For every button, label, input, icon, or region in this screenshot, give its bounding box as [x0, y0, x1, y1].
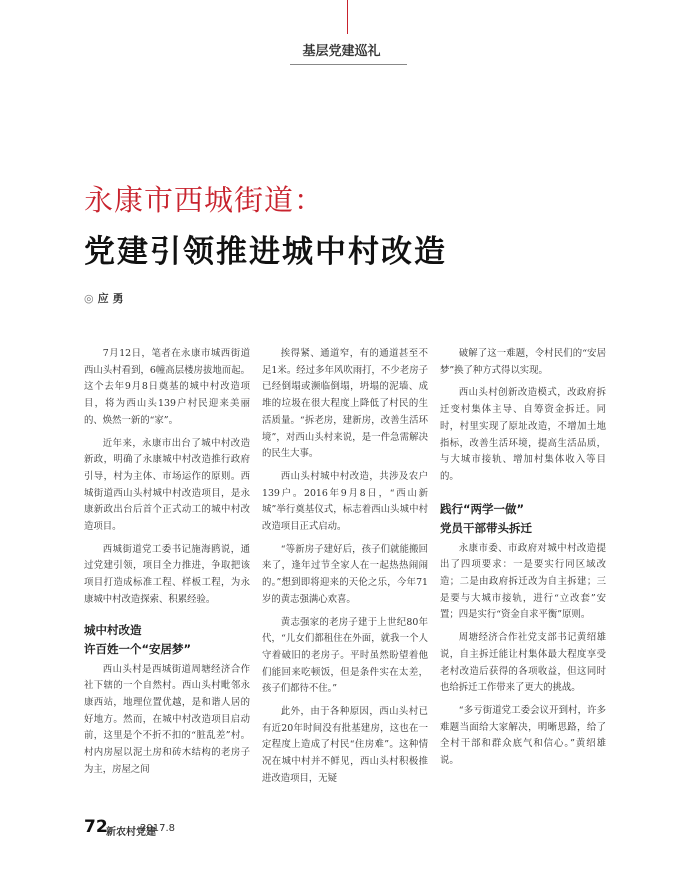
section-subheading: 党员干部带头拆迁 [440, 520, 532, 535]
paragraph: “等新房子建好后，孩子们就能搬回来了，逢年过节全家人在一起热热闹闹的。”想到即将迎来的天伦之乐，今年71岁的黄志强满心欢喜。 [262, 543, 428, 605]
byline-marker-icon: ◎ [84, 292, 94, 305]
magazine-name: 新农村党建 [106, 827, 156, 838]
paragraph: 周塘经济合作社党支部书记黄绍雄说，自主拆迁能让村集体最大程度享受老村改造后获得的各项收益，但这同时也给拆迁工作带来了更大的挑战。 [440, 632, 606, 694]
column-tag: 基层党建巡礼 [302, 44, 381, 59]
paragraph: 西山头村是西城街道周塘经济合作社下辖的一个自然村。西山头村毗邻永康西站，地理位置优越，是和谐人居的好地方。然而，在城中村改造项目启动前，这里是个不折不扣的“脏乱差”村。村内房屋以泥土房和砖木结构的老房子为主，房屋之间 [84, 663, 250, 775]
section-subheading: 许百姓一个“安居梦” [84, 641, 192, 656]
paragraph: 永康市委、市政府对城中村改造提出了四项要求：一是要实行同区域改造；二是由政府拆迁改为自主拆建；三是要与大城市接轨，进行“立改套”安置；四是实行“资金自求平衡”原则。 [440, 542, 606, 621]
article-title-line2: 党建引领推进城中村改造 [84, 234, 447, 270]
paragraph: “多亏街道党工委会议开到村，许多难题当面给大家解决，明晰思路，给了全村干部和群众底气和信心。”黄绍雄说。 [440, 704, 606, 767]
paragraph: 破解了这一难题，令村民们的“安居梦”换了种方式得以实现。 [440, 348, 606, 376]
issue-date: 2017.8 [140, 823, 175, 834]
paragraph: 西城街道党工委书记施海鸥说，通过党建引领，项目全力推进，争取把该项目打造成标准工程、样板工程，为永康城中村改造探索、积累经验。 [84, 543, 250, 605]
paragraph: 西山头村城中村改造，共涉及农户139户。2016年9月8日，“西山新城”举行奠基仪式，标志着西山头城中村改造项目正式启动。 [262, 470, 428, 533]
article-title-line1: 永康市西城街道： [84, 183, 325, 217]
section-heading: 城中村改造 [84, 622, 142, 637]
author-name: 应 勇 [97, 292, 124, 305]
text-column-1 [84, 346, 250, 784]
paragraph: 西山头村创新改造模式，改政府拆迁变村集体主导、自筹资金拆迁。同时，村里实现了原址改造，不增加土地指标，改善生活环境，提高生活品质，与大城市接轨、增加村集体收入等目的。 [440, 387, 606, 482]
text-column-2 [262, 346, 428, 794]
paragraph: 挨得紧、通道窄，有的通道甚至不足1米。经过多年风吹雨打，不少老房子已经倒塌或濒临倒塌，坍塌的泥墙、成堆的垃圾在很大程度上降低了村民的生活质量。“拆老房，建新房，改善生活环境”，对西山头村来说，是一件急需解决的民生大事。 [262, 348, 428, 460]
page-number: 72 [84, 817, 108, 837]
paragraph: 近年来，永康市出台了城中村改造新政，明确了永康城中村改造推行政府引导，村为主体、市场运作的原则。西城街道西山头村城中村改造项目，是永康新政出台后首个正式动工的城中村改造项目。 [84, 437, 250, 533]
paragraph: 黄志强家的老房子建于上世纪80年代，“儿女们都租住在外面，就我一个人守着破旧的老房子。平时虽然盼望着他们能回来吃顿饭，但是条件实在太差，孩子们都待不住。” [262, 616, 428, 695]
paragraph: 7月12日，笔者在永康市城西街道西山头村看到，6幢高层楼房拔地而起。这个去年9月8日奠基的城中村改造项目，将为西山头139户村民迎来美丽的、焕然一新的“家”。 [84, 348, 250, 426]
paragraph: 此外，由于各种原因，西山头村已有近20年时间没有批基建房，这也在一定程度上造成了村民“住房难”。这种情况在城中村并不鲜见，西山头村积极推进改造项目，无疑 [262, 706, 428, 784]
text-column-3 [440, 346, 606, 776]
byline [84, 290, 123, 306]
section-heading: 践行“两学一做” [440, 501, 525, 516]
column-tag-underline [290, 64, 407, 65]
top-divider-line [347, 0, 348, 34]
